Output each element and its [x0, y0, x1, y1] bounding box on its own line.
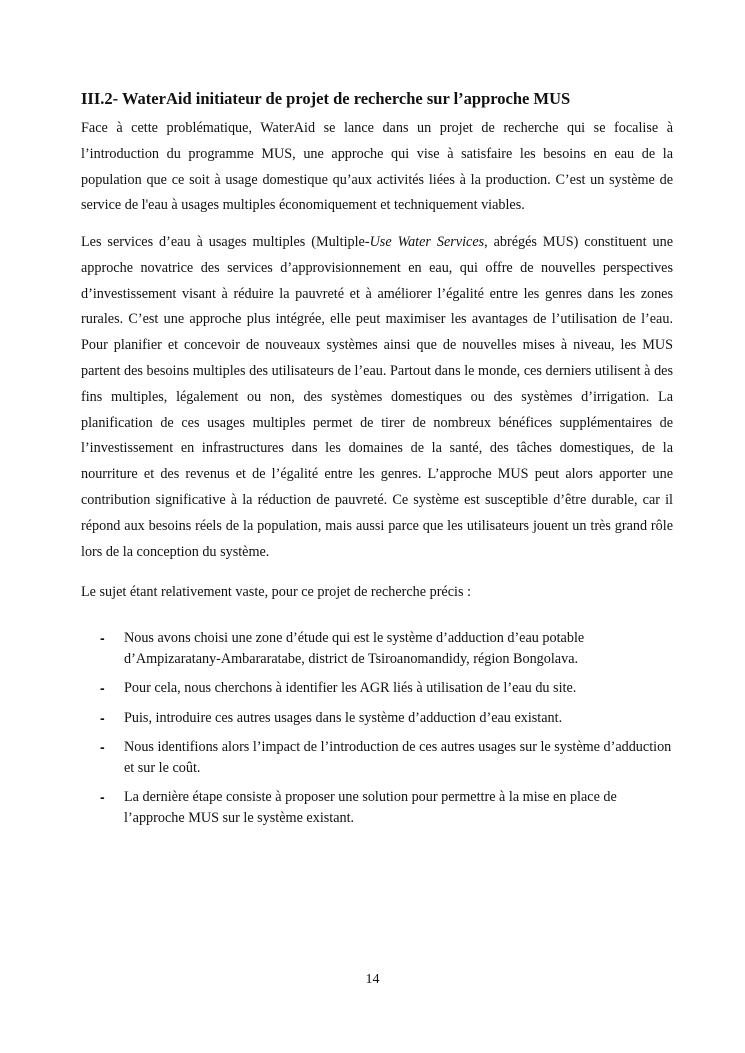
- section-heading: III.2- WaterAid initiateur de projet de recherche sur l’approche MUS: [81, 89, 571, 108]
- list-item: [100, 708, 672, 729]
- list-item-text: Nous identifions alors l’impact de l’introduction de ces autres usages sur le système d’adduction et sur le coût.: [124, 739, 672, 776]
- page-number: 14: [365, 972, 380, 987]
- paragraph-mus-italic-term: Use Water Services: [369, 234, 485, 250]
- list-item: [100, 678, 672, 699]
- paragraph-mus-text-end: , abrégés MUS) constituent une approche novatrice des services d’approvisionnement en eau, qui offre de nouvelles perspectives d’investissement visant à réduire la pauvreté et à améliorer l’égalité entre les genres dans les zones rurales. C’est une approche plus intégrée, elle peut maximiser les avantages de l’utilisation de l’eau. Pour planifier et concevoir de nouveaux systèmes ainsi que de nouvelles mises à niveau, les MUS partent des besoins multiples des utilisateurs de l’eau. Partout dans le monde, ces derniers utilisent à des fins multiples, légalement ou non, des systèmes domestiques ou des systèmes d’irrigation. La planification de ces usages multiples permet de tirer de nombreux bénéfices supplémentaires de l’investissement en infrastructures dans les domaines de la santé, des tâches domestiques, de la nourriture et des revenus et de l’égalité entre les genres. L’approche MUS peut alors apporter une contribution significative à la réduction de pauvreté. Ce système est susceptible d’être durable, car il répond aux besoins réels de la population, mais aussi parce que les utilisateurs jouent un très grand rôle lors de la conception du système.: [81, 234, 673, 560]
- list-item-text: Puis, introduire ces autres usages dans le système d’adduction d’eau existant.: [124, 709, 563, 726]
- dash-bullet-icon: -: [100, 739, 105, 755]
- list-item: [100, 628, 672, 669]
- list-item: [100, 787, 672, 828]
- dash-bullet-icon: -: [100, 709, 105, 726]
- paragraph-intro: Face à cette problématique, WaterAid se lance dans un projet de recherche qui se focalise à l’introduction du programme MUS, une approche qui vise à satisfaire les besoins en eau de la population que ce soit à usage domestique qu’aux activités liées à la production. C’est un système de service de l'eau à usages multiples économiquement et techniquement viables.: [81, 120, 673, 214]
- dash-bullet-icon: -: [100, 630, 105, 646]
- paragraph-scope: Le sujet étant relativement vaste, pour ce projet de recherche précis :: [81, 584, 471, 600]
- dash-bullet-icon: -: [100, 789, 105, 805]
- research-steps-list: [100, 628, 672, 837]
- paragraph-mus-description: [81, 230, 673, 565]
- list-item-text: La dernière étape consiste à proposer une solution pour permettre à la mise en place de l’approche MUS sur le système existant.: [124, 789, 617, 826]
- paragraph-mus-text-start: Les services d’eau à usages multiples (Multiple-: [81, 234, 370, 250]
- list-item-text: Nous avons choisi une zone d’étude qui est le système d’adduction d’eau potable d’Ampizaratany-Ambararatabe, district de Tsiroanomandidy, région Bongolava.: [124, 630, 585, 667]
- list-item: [100, 737, 672, 778]
- dash-bullet-icon: -: [100, 680, 105, 696]
- list-item-text: Pour cela, nous cherchons à identifier les AGR liés à utilisation de l’eau du site.: [124, 680, 577, 696]
